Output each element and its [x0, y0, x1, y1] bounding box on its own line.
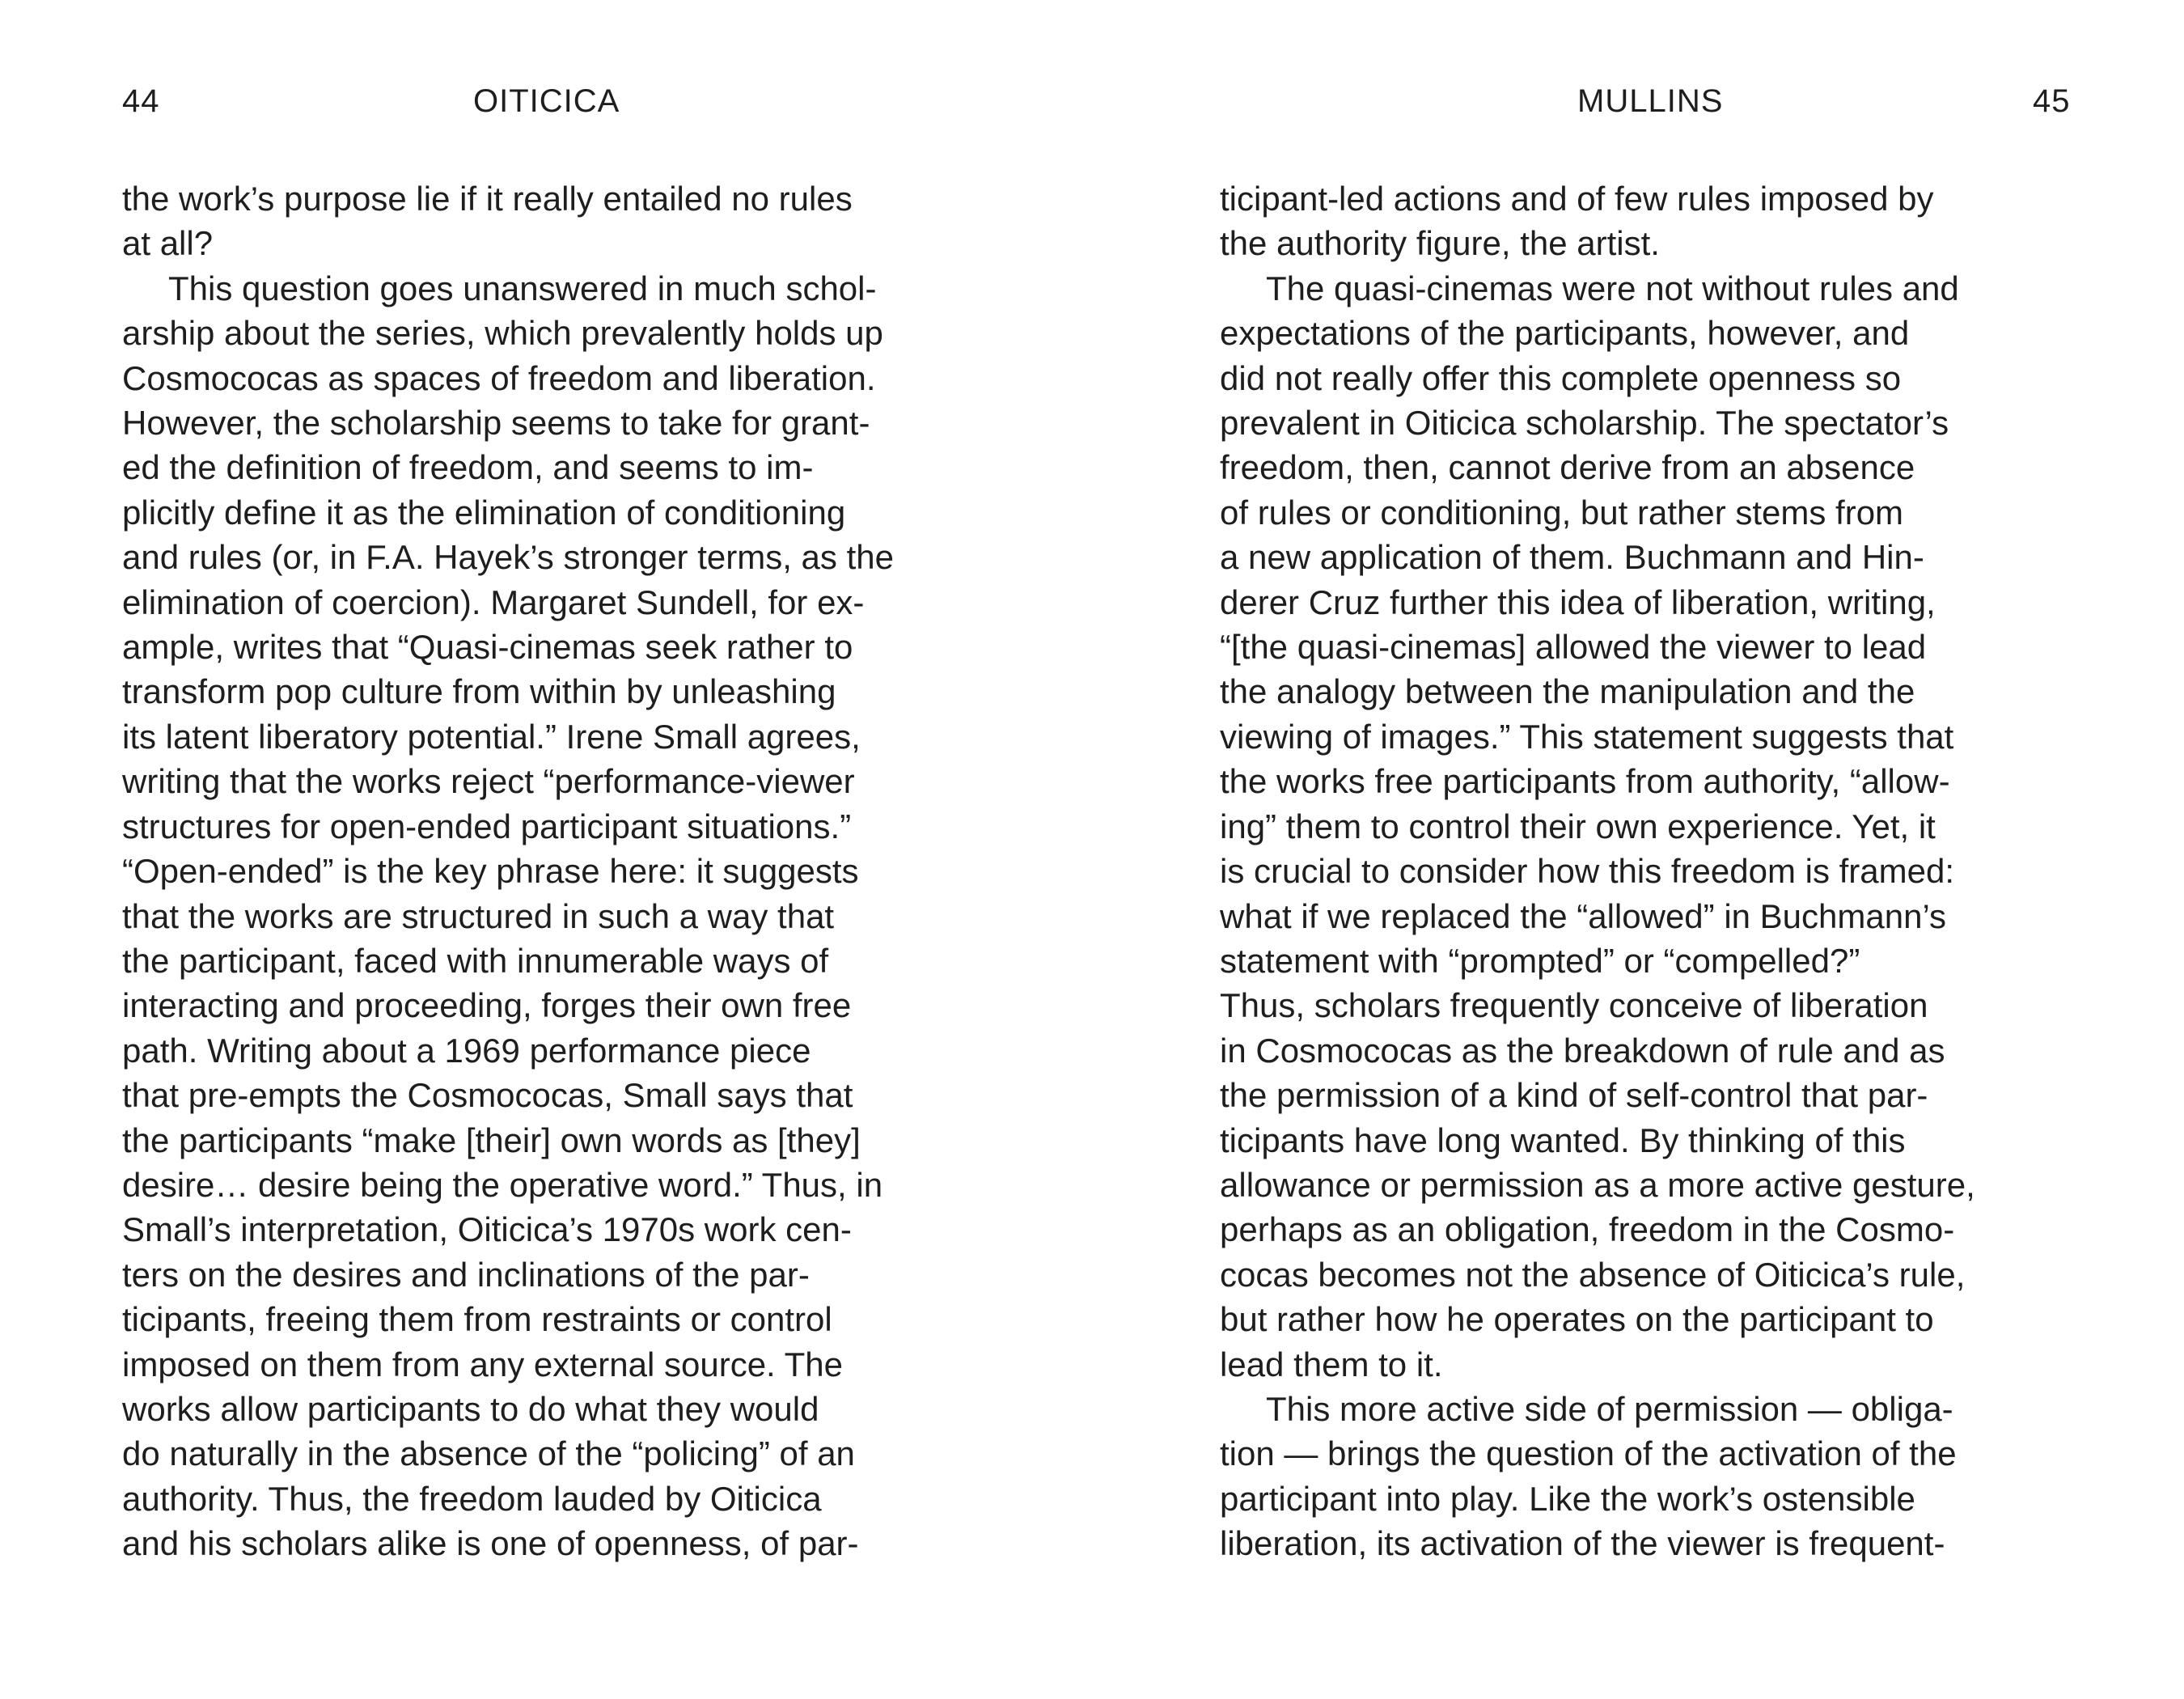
text-line: The quasi-cinemas were not without rules and [1266, 269, 1959, 307]
right-running-head: MULLINS [1577, 83, 1724, 119]
text-line: tion — brings the question of the activation of the [1220, 1434, 1957, 1473]
text-line: do naturally in the absence of the “policing” of an [122, 1434, 855, 1473]
text-line: imposed on them from any external source. The [122, 1345, 844, 1383]
text-line: its latent liberatory potential.” Irene Small agrees, [122, 717, 861, 756]
text-line: viewing of images.” This statement suggests that [1220, 717, 1954, 756]
text-line: that the works are structured in such a way that [122, 896, 835, 935]
text-line: liberation, its activation of the viewer is frequent- [1220, 1524, 1945, 1563]
text-line: However, the scholarship seems to take for grant- [122, 404, 870, 443]
text-line: in Cosmococas as the breakdown of rule and as [1220, 1031, 1945, 1070]
text-line: “Open-ended” is the key phrase here: it suggests [122, 852, 859, 891]
text-line: path. Writing about a 1969 performance piece [122, 1031, 811, 1070]
text-line: the works free participants from authority, “allow- [1220, 762, 1950, 801]
left-running-head: OITICICA [473, 83, 620, 119]
right-page-number: 45 [2033, 83, 2071, 119]
text-line: that pre-empts the Cosmococas, Small says that [122, 1076, 853, 1115]
text-line: ticipants, freeing them from restraints or control [122, 1300, 832, 1339]
text-line: expectations of the participants, however, and [1220, 314, 1910, 353]
text-line: prevalent in Oiticica scholarship. The spectator’s [1220, 404, 1949, 443]
text-line: works allow participants to do what they would [122, 1389, 819, 1428]
text-line: at all? [122, 224, 214, 263]
text-line: did not really offer this complete openness so [1220, 358, 1902, 397]
text-line: writing that the works reject “performance-viewer [122, 762, 855, 801]
text-line: ticipants have long wanted. By thinking of this [1220, 1121, 1906, 1159]
text-line: the participant, faced with innumerable ways of [122, 941, 829, 980]
text-line: This question goes unanswered in much schol- [168, 269, 877, 307]
left-page-body [122, 176, 988, 1566]
text-line: interacting and proceeding, forges their own free [122, 986, 852, 1025]
text-line: elimination of coercion). Margaret Sundell, for ex- [122, 583, 865, 621]
text-line: perhaps as an obligation, freedom in the Cosmo- [1220, 1210, 1955, 1249]
left-page-number: 44 [122, 83, 160, 119]
text-line: the work’s purpose lie if it really entailed no rules [122, 180, 853, 218]
text-line: structures for open-ended participant situations.” [122, 807, 852, 845]
text-line: Cosmococas as spaces of freedom and liberation. [122, 358, 876, 397]
right-page-body [1220, 176, 2085, 1566]
text-line: lead them to it. [1220, 1345, 1443, 1383]
text-line: arship about the series, which prevalently holds up [122, 314, 883, 353]
text-line: allowance or permission as a more active gesture, [1220, 1165, 1975, 1204]
text-line: ing” them to control their own experience. Yet, it [1220, 807, 1936, 845]
text-line: This more active side of permission — obliga- [1266, 1389, 1953, 1428]
text-line: and his scholars alike is one of openness, of par- [122, 1524, 859, 1563]
text-line: ters on the desires and inclinations of the par- [122, 1255, 810, 1294]
text-line: the analogy between the manipulation and the [1220, 672, 1915, 711]
text-line: desire… desire being the operative word.” Thus, in [122, 1165, 883, 1204]
text-line: “[the quasi-cinemas] allowed the viewer to lead [1220, 628, 1927, 667]
text-line: participant into play. Like the work’s ostensible [1220, 1479, 1915, 1518]
text-line: plicitly define it as the elimination of conditioning [122, 493, 846, 532]
text-line: and rules (or, in F.A. Hayek’s stronger terms, as the [122, 538, 894, 577]
text-line: is crucial to consider how this freedom is framed: [1220, 852, 1955, 891]
text-line: statement with “prompted” or “compelled?” [1220, 941, 1860, 980]
text-line: the authority figure, the artist. [1220, 224, 1660, 263]
text-line: the permission of a kind of self-control that par- [1220, 1076, 1928, 1115]
text-line: but rather how he operates on the participant to [1220, 1300, 1934, 1339]
text-line: Thus, scholars frequently conceive of liberation [1220, 986, 1928, 1025]
text-line: ample, writes that “Quasi-cinemas seek rather to [122, 628, 853, 667]
text-line: ed the definition of freedom, and seems to im- [122, 448, 814, 487]
text-line: of rules or conditioning, but rather stems from [1220, 493, 1904, 532]
text-line: the participants “make [their] own words as [they] [122, 1121, 861, 1159]
text-line: cocas becomes not the absence of Oiticica’s rule, [1220, 1255, 1966, 1294]
text-line: what if we replaced the “allowed” in Buchmann’s [1220, 896, 1947, 935]
text-line: authority. Thus, the freedom lauded by Oiticica [122, 1479, 822, 1518]
text-line: transform pop culture from within by unleashing [122, 672, 836, 711]
text-line: freedom, then, cannot derive from an absence [1220, 448, 1915, 487]
text-line: a new application of them. Buchmann and Hin- [1220, 538, 1924, 577]
text-line: Small’s interpretation, Oiticica’s 1970s work cen- [122, 1210, 852, 1249]
text-line: derer Cruz further this idea of liberation, writing, [1220, 583, 1936, 621]
text-line: ticipant-led actions and of few rules imposed by [1220, 180, 1934, 218]
